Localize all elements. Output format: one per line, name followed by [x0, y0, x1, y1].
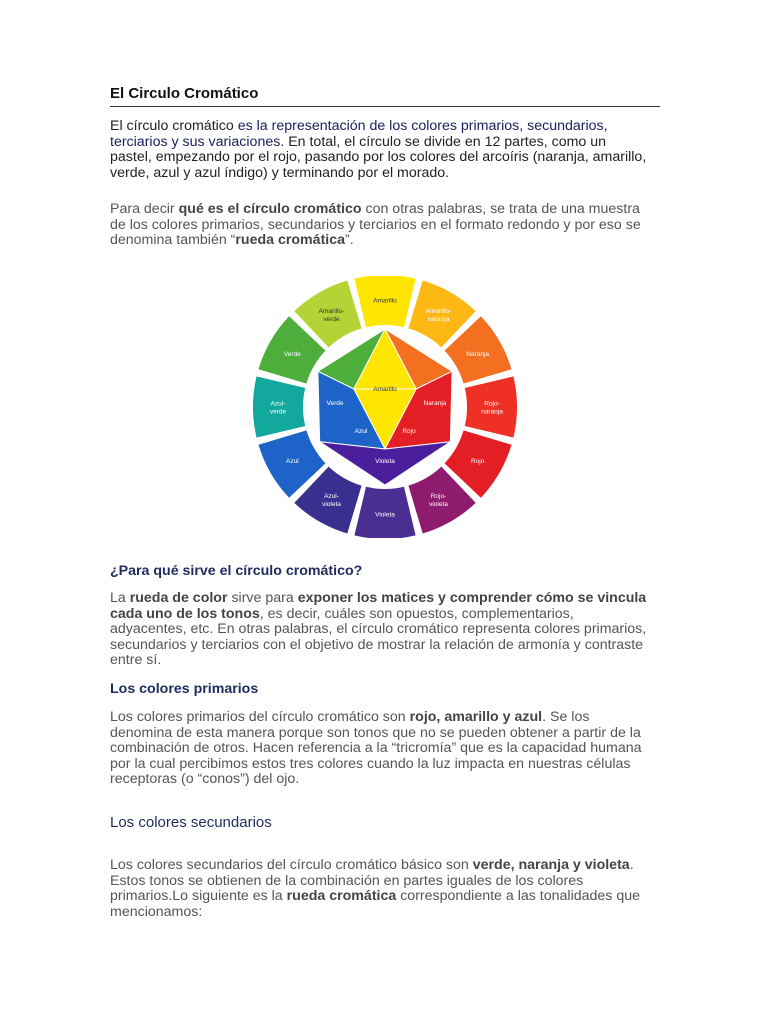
wheel-label-azul: Azul: [286, 458, 299, 465]
inner-label-rojo: Rojo: [402, 428, 416, 435]
intro-p2-text-c: ”.: [345, 232, 354, 248]
section-heading-colores-secundarios: Los colores secundarios: [110, 814, 272, 831]
section2-text-a: Los colores primarios del círculo cromático son: [110, 709, 410, 725]
wheel-label-verde: Verde: [283, 351, 301, 358]
intro-p2-bold-1: qué es el círculo cromático: [178, 201, 362, 217]
section1-bold-1: rueda de color: [129, 590, 228, 606]
intro-p2-text-b: con otras palabras, se trata de una muestra de los colores primarios, secundarios y terciarios en el formato redondo y por eso se denomina también “: [110, 201, 641, 248]
section1-text-b: sirve para: [227, 590, 298, 606]
section-heading-para-que-sirve: ¿Para qué sirve el círculo cromático?: [110, 563, 363, 579]
wheel-label-amarillo-verde: Amarillo-verde: [318, 307, 345, 323]
wheel-label-violeta: Violeta: [375, 511, 395, 519]
intro-p1-link[interactable]: es la representación de los colores primarios, secundarios, terciarios y sus variaciones: [110, 118, 608, 150]
page-title: El Circulo Cromático: [110, 85, 660, 107]
section1-text-c: , es decir, cuáles son opuestos, complementarios, adyacentes, etc. En otras palabras, el círculo cromático representa colores primarios, secundarios y terciarios con el objetivo de mostrar la relación de armonía y contraste entre sí.: [110, 605, 647, 668]
section3-bold-2: rueda cromática: [286, 888, 397, 904]
intro-p1-text-b: . En total, el círculo se divide en 12 partes, como un pastel, empezando por el rojo, pasando por los colores del arcoíris (naranja, amarillo, verde, azul y azul índigo) y terminando por el morado.: [110, 133, 647, 181]
intro-p1-text-a: El círculo cromático: [110, 118, 238, 134]
wheel-label-rojo-violeta: Rojo-violeta: [429, 493, 448, 509]
section1-paragraph: [110, 591, 650, 669]
wheel-label-amarillo-naranja: Amarillo-naranja: [425, 307, 452, 323]
intro-paragraph-1: [110, 119, 650, 181]
section2-paragraph: [110, 710, 650, 788]
section3-text-b: . Estos tonos se obtienen de la combinación en partes iguales de los colores primarios.Lo siguiente es la: [110, 857, 634, 904]
intro-p2-text-a: Para decir: [110, 201, 179, 217]
inner-label-violeta: Violeta: [375, 458, 395, 465]
wheel-label-rojo-naranja: Rojo-naranja: [481, 400, 503, 416]
color-wheel-image: [242, 276, 528, 538]
inner-label-naranja: Naranja: [423, 400, 447, 407]
section2-text-b: . Se los denomina de esta manera porque son tonos que no se pueden obtener a partir de la combinación de otros. Hacen referencia a la “tricromía” que es la capacidad humana por la cual percibimos estos tres colores cuando la luz impacta en nuestras células receptoras (o “conos”) del ojo.: [110, 709, 642, 787]
wheel-label-azul-violeta: Azul-violeta: [322, 493, 341, 509]
section2-bold-1: rojo, amarillo y azul: [409, 709, 543, 725]
section3-bold-1: verde, naranja y violeta: [472, 857, 630, 873]
inner-label-azul: Azul: [354, 428, 368, 435]
section3-paragraph: [110, 858, 650, 920]
section3-text-a: Los colores secundarios del círculo cromático básico son: [110, 857, 473, 873]
intro-p2-bold-2: rueda cromática: [235, 232, 346, 248]
wheel-label-azul-verde: Azul-verde: [269, 400, 287, 416]
section3-text-c: correspondiente a las tonalidades que mencionamos:: [110, 888, 640, 920]
intro-paragraph-2: [110, 202, 650, 249]
inner-label-verde: Verde: [326, 400, 344, 407]
section-heading-colores-primarios: Los colores primarios: [110, 681, 259, 697]
wheel-label-naranja: Naranja: [466, 351, 490, 358]
inner-label-amarillo: Amarillo: [373, 386, 397, 393]
wheel-label-rojo: Rojo: [470, 458, 485, 465]
section1-bold-2: exponer los matices y comprender cómo se vincula cada uno de los tonos: [110, 590, 647, 622]
wheel-label-amarillo: Amarillo: [373, 297, 397, 305]
section1-text-a: La: [110, 590, 130, 606]
